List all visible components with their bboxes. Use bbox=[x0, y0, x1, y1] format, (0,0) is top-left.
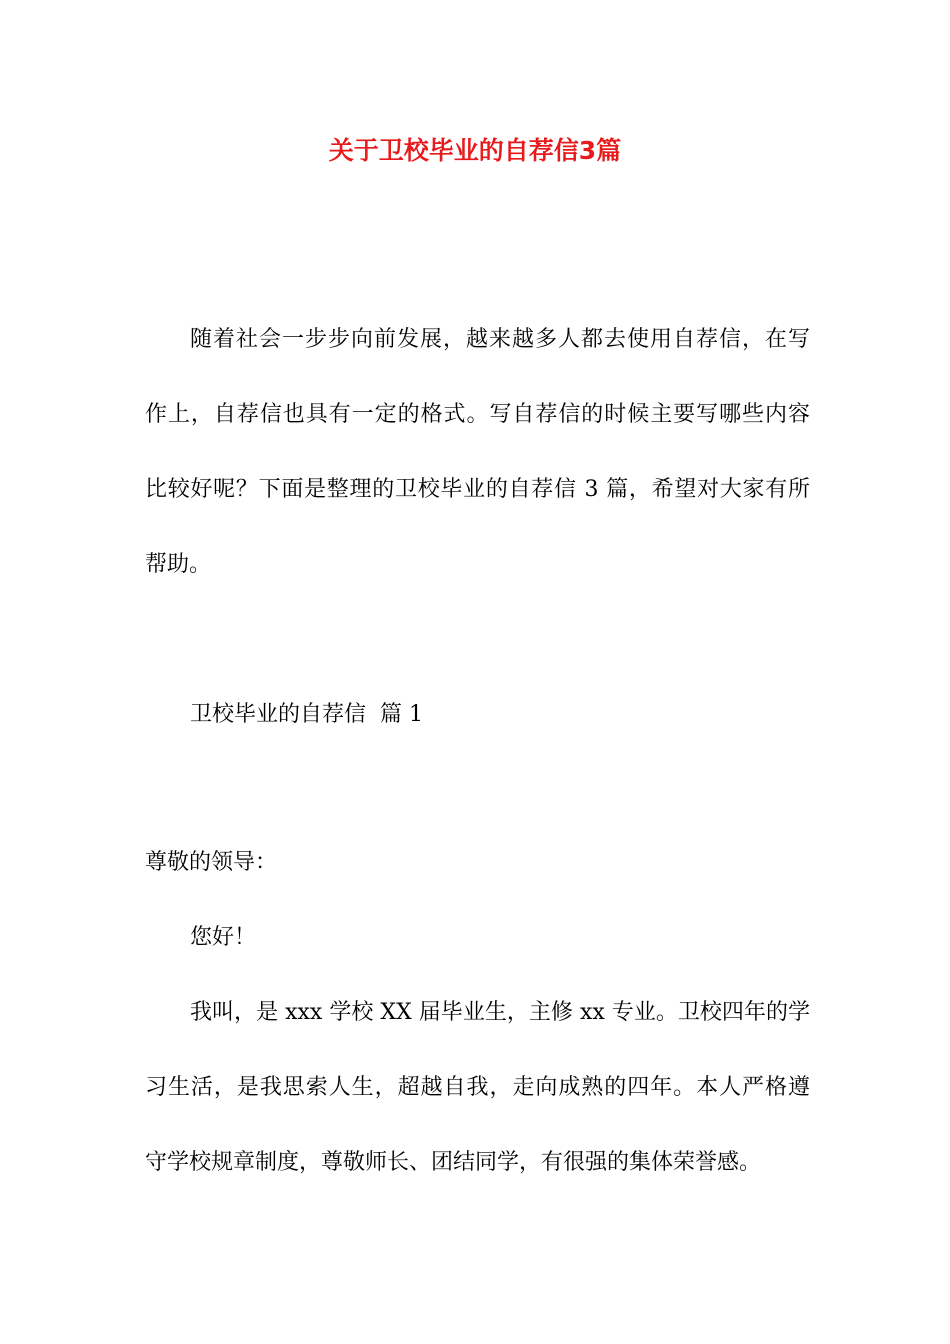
intro-line: 作上，自荐信也具有一定的格式。写自荐信的时候主要写哪些内容 bbox=[145, 402, 810, 427]
greeting: 您好！ bbox=[190, 925, 257, 950]
section-heading: 卫校毕业的自荐信 篇 1 bbox=[190, 702, 423, 727]
salutation: 尊敬的领导： bbox=[145, 850, 278, 875]
intro-line: 比较好呢？下面是整理的卫校毕业的自荐信 3 篇，希望对大家有所 bbox=[145, 477, 810, 502]
intro-line: 帮助。 bbox=[145, 552, 212, 577]
body-line: 我叫，是 xxx 学校 XX 届毕业生，主修 xx 专业。卫校四年的学 bbox=[190, 1000, 810, 1025]
body-line: 守学校规章制度，尊敬师长、团结同学，有很强的集体荣誉感。 bbox=[145, 1150, 762, 1175]
body-line: 习生活，是我思索人生，超越自我，走向成熟的四年。本人严格遵 bbox=[145, 1075, 810, 1100]
document-title: 关于卫校毕业的自荐信3篇 bbox=[328, 136, 622, 165]
intro-line: 随着社会一步步向前发展，越来越多人都去使用自荐信，在写 bbox=[190, 327, 810, 352]
